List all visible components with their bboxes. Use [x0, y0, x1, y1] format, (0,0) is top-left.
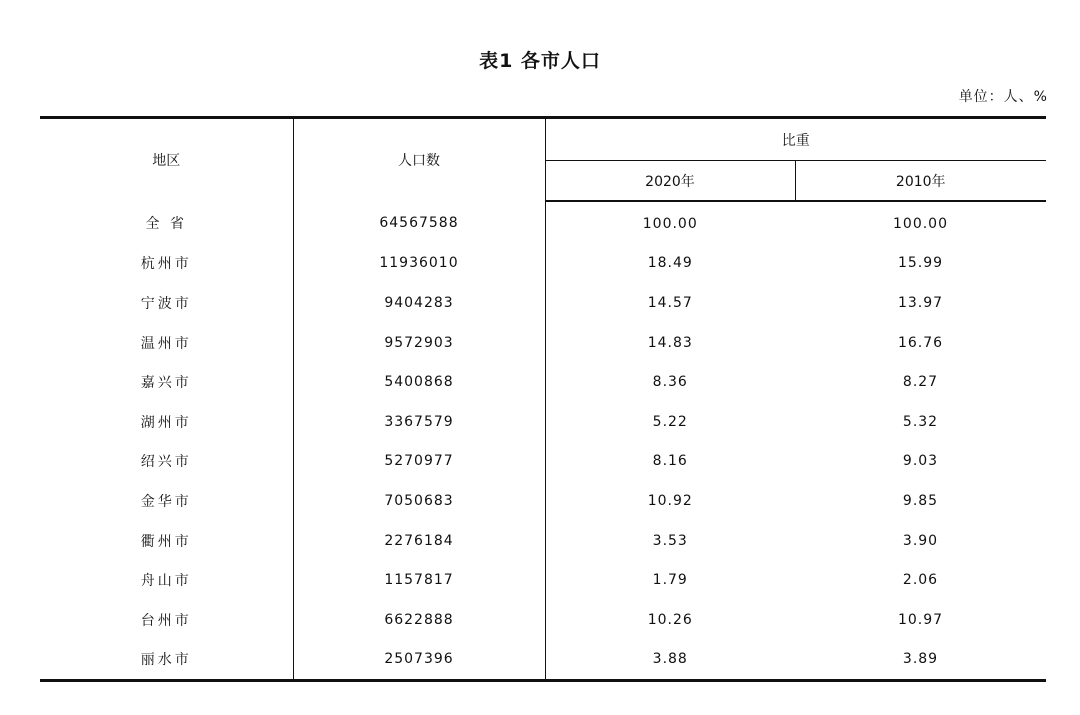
table-row: [40, 283, 1046, 323]
ratio-2020-cell: 14.83: [647, 334, 693, 351]
region-cell: 宁波市: [40, 283, 293, 323]
header-year-2020: 2020年: [545, 161, 795, 202]
table-row: [40, 201, 1046, 244]
ratio-2020-cell: 8.16: [652, 453, 688, 470]
population-cell: 2276184: [293, 521, 545, 561]
ratio-2010-cell: 13.97: [897, 294, 944, 311]
ratio-2010-cell: 10.97: [897, 611, 944, 628]
region-cell: 温州市: [40, 323, 293, 363]
table-row: [40, 640, 1046, 681]
population-cell: 7050683: [293, 481, 545, 521]
ratio-2020-cell: 14.57: [647, 294, 693, 311]
region-cell: 丽水市: [40, 640, 293, 681]
ratio-2010-cell: 9.03: [902, 453, 939, 470]
header-year-2010: 2010年: [795, 161, 1046, 202]
ratio-2010-cell: 3.89: [902, 651, 939, 668]
population-cell: 6622888: [293, 600, 545, 640]
region-cell: 舟山市: [40, 560, 293, 600]
population-cell: 9572903: [293, 323, 545, 363]
region-cell: 杭州市: [40, 244, 293, 284]
region-cell: 台州市: [40, 600, 293, 640]
table-row: [40, 481, 1046, 521]
ratio-2010-cell: 100.00: [893, 215, 948, 232]
table-row: [40, 442, 1046, 482]
region-cell: 绍兴市: [40, 442, 293, 482]
table-row: [40, 402, 1046, 442]
ratio-2020-cell: 5.22: [652, 413, 688, 430]
region-cell: 金华市: [40, 481, 293, 521]
region-cell: 湖州市: [40, 402, 293, 442]
ratio-2010-cell: 9.85: [902, 492, 939, 509]
header-region: 地区: [40, 118, 293, 202]
region-cell: 衢州市: [40, 521, 293, 561]
unit-label: 单位：人、%: [958, 89, 1048, 105]
population-cell: 11936010: [293, 244, 545, 284]
table-row: [40, 521, 1046, 561]
ratio-2010-cell: 2.06: [902, 572, 939, 589]
population-cell: 2507396: [293, 640, 545, 681]
table-row: [40, 600, 1046, 640]
table-row: [40, 323, 1046, 363]
ratio-2010-cell: 8.27: [902, 374, 939, 391]
ratio-2020-cell: 18.49: [647, 255, 693, 272]
table-row: [40, 362, 1046, 402]
population-table: [40, 116, 1046, 682]
population-cell: 9404283: [293, 283, 545, 323]
ratio-2010-cell: 5.32: [902, 413, 939, 430]
table-row: [40, 560, 1046, 600]
table-row: [40, 244, 1046, 284]
header-ratio: 比重: [545, 118, 1046, 161]
ratio-2010-cell: 16.76: [897, 334, 944, 351]
ratio-2010-cell: 3.90: [902, 532, 939, 549]
ratio-2020-cell: 8.36: [652, 374, 688, 391]
table-title: 表1 各市人口: [479, 50, 601, 72]
population-cell: 1157817: [293, 560, 545, 600]
population-cell: 3367579: [293, 402, 545, 442]
population-cell: 5400868: [293, 362, 545, 402]
region-cell: 嘉兴市: [40, 362, 293, 402]
population-cell: 5270977: [293, 442, 545, 482]
ratio-2020-cell: 1.79: [652, 572, 688, 589]
ratio-2020-cell: 100.00: [642, 215, 698, 232]
ratio-2010-cell: 15.99: [897, 255, 944, 272]
ratio-2020-cell: 10.92: [647, 492, 693, 509]
header-population: 人口数: [293, 118, 545, 202]
ratio-2020-cell: 3.88: [652, 651, 688, 668]
population-cell: 64567588: [293, 201, 545, 244]
region-cell: 全 省: [40, 201, 293, 244]
ratio-2020-cell: 3.53: [652, 532, 688, 549]
ratio-2020-cell: 10.26: [647, 611, 693, 628]
